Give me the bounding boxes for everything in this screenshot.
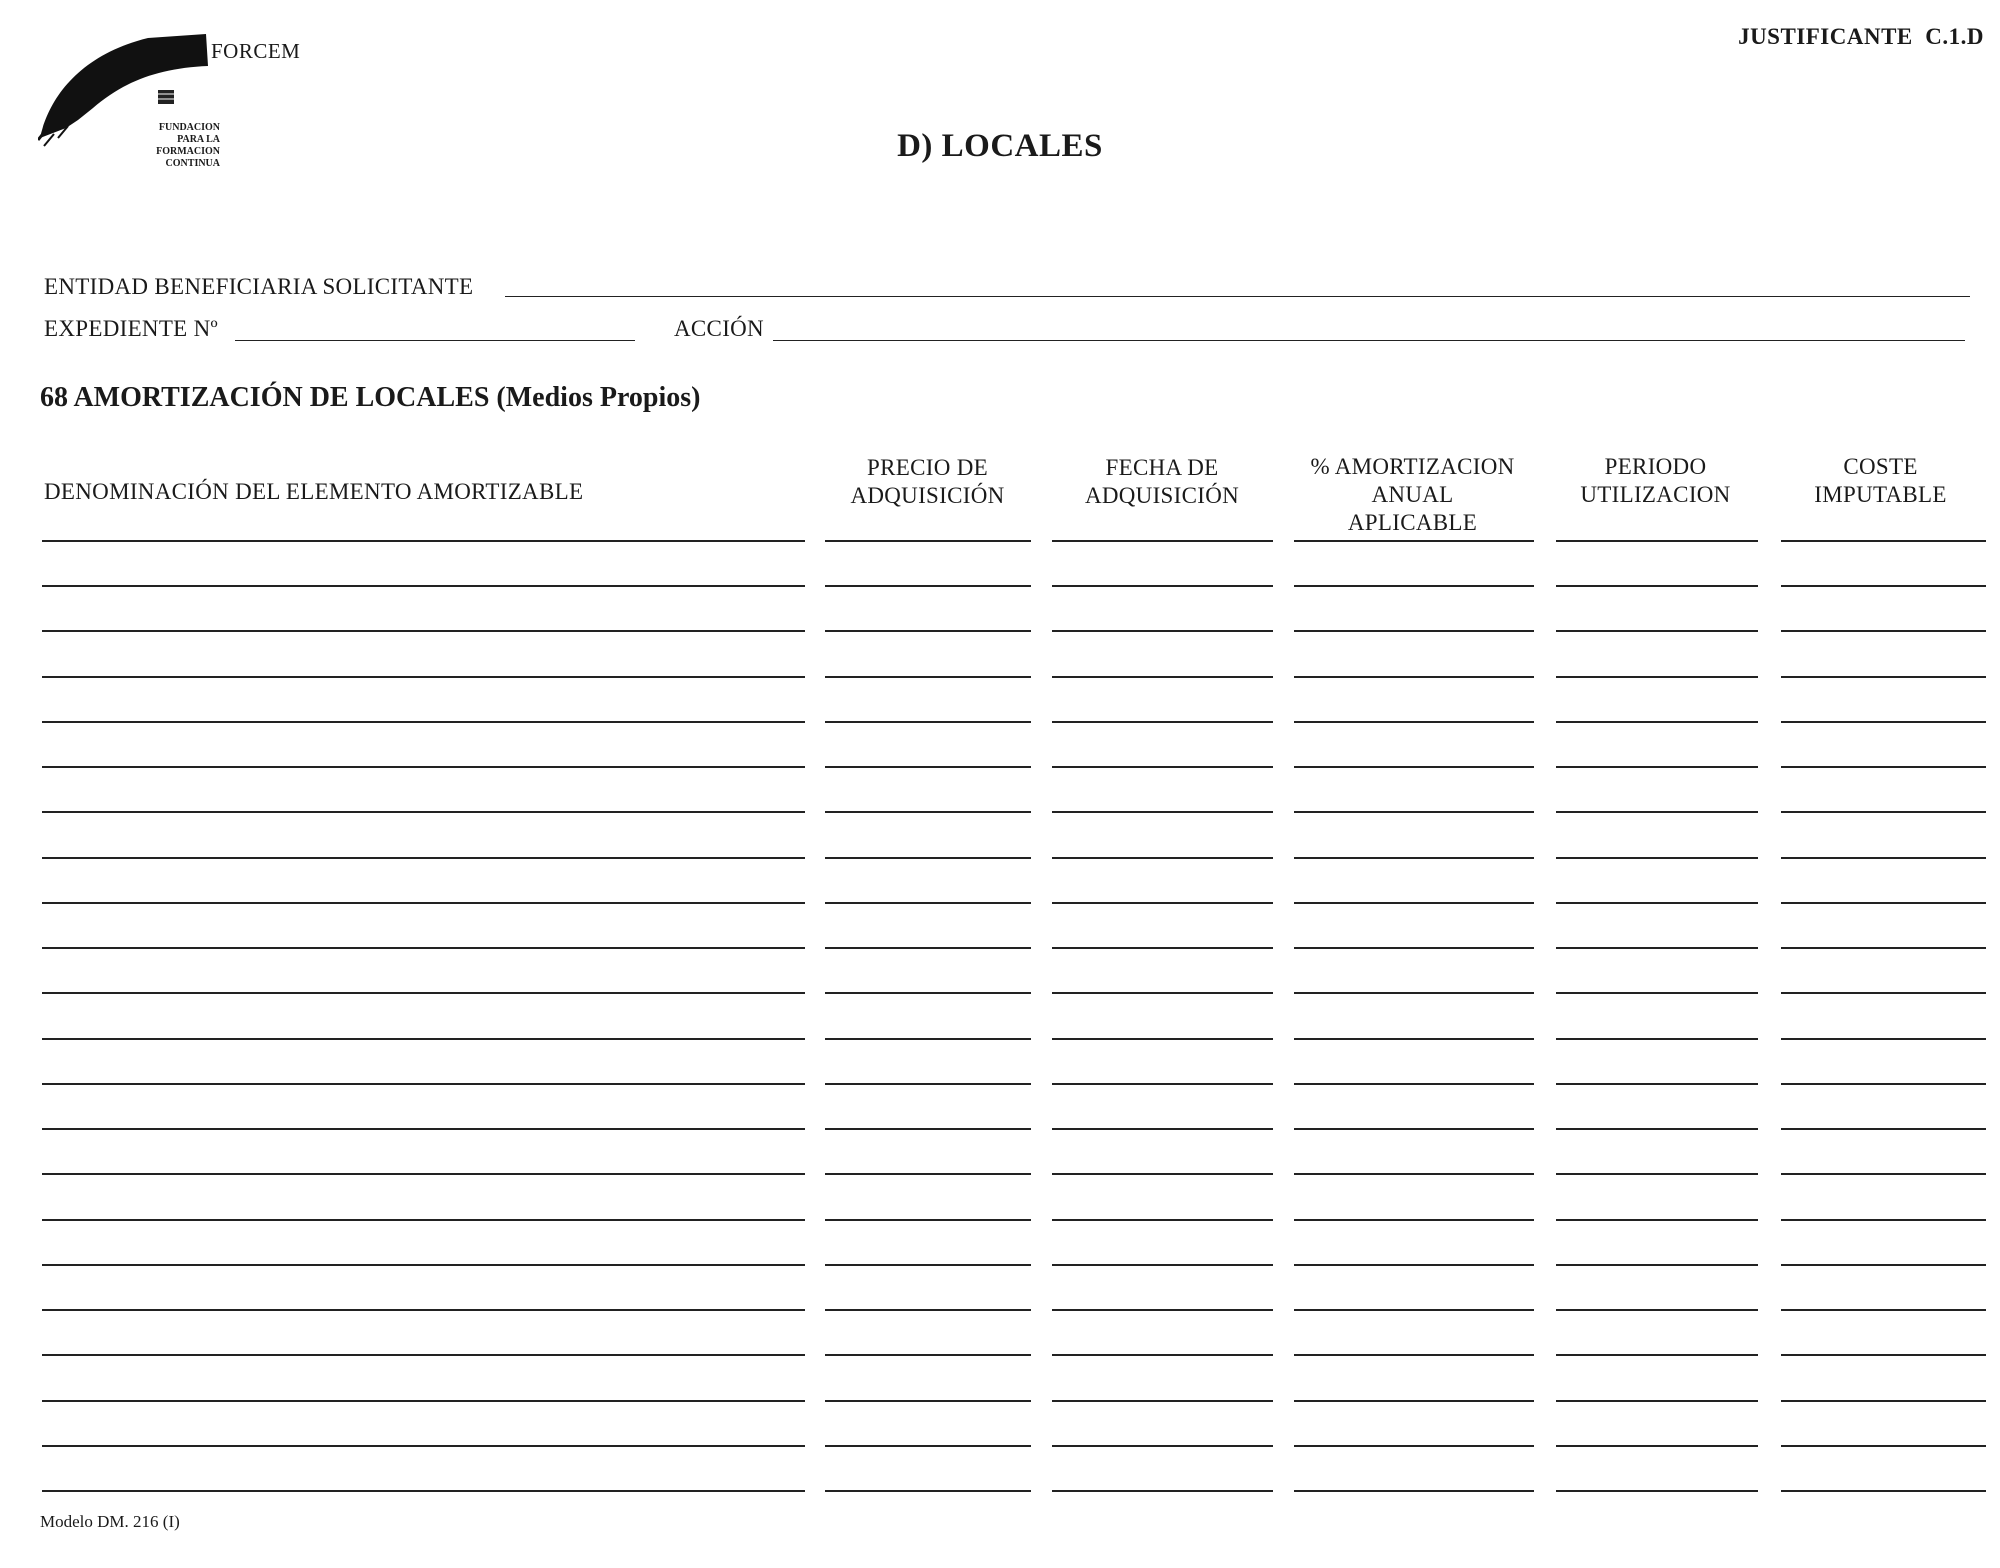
table-row-line[interactable] bbox=[825, 721, 1031, 723]
table-row-line[interactable] bbox=[825, 630, 1031, 632]
table-row-line[interactable] bbox=[1556, 1490, 1758, 1492]
table-row-line[interactable] bbox=[1052, 766, 1273, 768]
table-row-line[interactable] bbox=[1556, 1173, 1758, 1175]
table-row-line[interactable] bbox=[1052, 1490, 1273, 1492]
table-row-line[interactable] bbox=[1294, 1309, 1534, 1311]
table-row-line[interactable] bbox=[825, 1173, 1031, 1175]
table-row-line[interactable] bbox=[1556, 1128, 1758, 1130]
header-rule bbox=[825, 540, 1031, 542]
table-row-line[interactable] bbox=[42, 1309, 805, 1311]
table-row-line[interactable] bbox=[1294, 1083, 1534, 1085]
section-title: 68 AMORTIZACIÓN DE LOCALES (Medios Propios) bbox=[40, 382, 701, 413]
header-rule bbox=[1556, 540, 1758, 542]
table-row-line[interactable] bbox=[42, 1173, 805, 1175]
table-row-line[interactable] bbox=[825, 947, 1031, 949]
header-rule bbox=[42, 540, 805, 542]
table-row-line[interactable] bbox=[1052, 1173, 1273, 1175]
table-row-line[interactable] bbox=[1781, 630, 1986, 632]
table-row-line[interactable] bbox=[1294, 1173, 1534, 1175]
table-row-line[interactable] bbox=[1556, 857, 1758, 859]
table-row-line[interactable] bbox=[1556, 1219, 1758, 1221]
table-row-line[interactable] bbox=[1556, 811, 1758, 813]
table-row-line[interactable] bbox=[1781, 1490, 1986, 1492]
table-row-line[interactable] bbox=[1294, 992, 1534, 994]
table-row-line[interactable] bbox=[1781, 947, 1986, 949]
table-row-line[interactable] bbox=[825, 1128, 1031, 1130]
table-row-line[interactable] bbox=[1781, 1173, 1986, 1175]
table-row-line[interactable] bbox=[1052, 721, 1273, 723]
column-header-precio: PRECIO DE ADQUISICIÓN bbox=[850, 455, 1005, 508]
column-header-periodo: PERIODO UTILIZACION bbox=[1580, 454, 1731, 507]
table-row-line[interactable] bbox=[1294, 766, 1534, 768]
model-reference: Modelo DM. 216 (I) bbox=[40, 1512, 180, 1531]
table-row-line[interactable] bbox=[1052, 1038, 1273, 1040]
table-row-line[interactable] bbox=[42, 902, 805, 904]
table-row-line[interactable] bbox=[42, 676, 805, 678]
table-row-line[interactable] bbox=[1294, 721, 1534, 723]
table-row-line[interactable] bbox=[825, 1083, 1031, 1085]
table-row-line[interactable] bbox=[825, 1219, 1031, 1221]
table-row-line[interactable] bbox=[1052, 811, 1273, 813]
table-row-line[interactable] bbox=[1556, 585, 1758, 587]
table-row-line[interactable] bbox=[1294, 811, 1534, 813]
table-row-line[interactable] bbox=[1556, 1445, 1758, 1447]
expediente-label: EXPEDIENTE Nº bbox=[44, 316, 218, 341]
table-row-line[interactable] bbox=[42, 1219, 805, 1221]
table-row-line[interactable] bbox=[1781, 1354, 1986, 1356]
table-row-line[interactable] bbox=[825, 992, 1031, 994]
table-row-line[interactable] bbox=[1781, 1083, 1986, 1085]
table-row-line[interactable] bbox=[1294, 1400, 1534, 1402]
table-row-line[interactable] bbox=[42, 1083, 805, 1085]
table-row-line[interactable] bbox=[1052, 1354, 1273, 1356]
table-row-line[interactable] bbox=[1781, 902, 1986, 904]
table-row-line[interactable] bbox=[42, 947, 805, 949]
table-row-line[interactable] bbox=[1294, 1219, 1534, 1221]
table-row-line[interactable] bbox=[825, 857, 1031, 859]
table-row-line[interactable] bbox=[825, 1445, 1031, 1447]
table-row-line[interactable] bbox=[825, 676, 1031, 678]
header-rule bbox=[1052, 540, 1273, 542]
table-row-line[interactable] bbox=[1556, 1309, 1758, 1311]
table-row-line[interactable] bbox=[1294, 676, 1534, 678]
table-row-line[interactable] bbox=[1556, 721, 1758, 723]
table-row-line[interactable] bbox=[1052, 1400, 1273, 1402]
table-row-line[interactable] bbox=[42, 585, 805, 587]
table-row-line[interactable] bbox=[1556, 1083, 1758, 1085]
table-row-line[interactable] bbox=[1556, 902, 1758, 904]
header-rule bbox=[1781, 540, 1986, 542]
table-row-line[interactable] bbox=[825, 1309, 1031, 1311]
table-row-line[interactable] bbox=[1294, 902, 1534, 904]
table-row-line[interactable] bbox=[1052, 947, 1273, 949]
table-row-line[interactable] bbox=[42, 766, 805, 768]
table-row-line[interactable] bbox=[42, 857, 805, 859]
table-row-line[interactable] bbox=[42, 721, 805, 723]
table-row-line[interactable] bbox=[1781, 721, 1986, 723]
column-header-amortizacion: % AMORTIZACION ANUAL APLICABLE bbox=[1310, 454, 1515, 535]
table-row-line[interactable] bbox=[1556, 630, 1758, 632]
table-row-line[interactable] bbox=[825, 1490, 1031, 1492]
table-row-line[interactable] bbox=[42, 1038, 805, 1040]
table-row-line[interactable] bbox=[1052, 1083, 1273, 1085]
table-row-line[interactable] bbox=[42, 1354, 805, 1356]
page-title: D) LOCALES bbox=[897, 128, 1103, 164]
column-header-denominacion: DENOMINACIÓN DEL ELEMENTO AMORTIZABLE bbox=[44, 479, 584, 504]
table-row-line[interactable] bbox=[825, 1354, 1031, 1356]
table-row-line[interactable] bbox=[1052, 1264, 1273, 1266]
table-row-line[interactable] bbox=[42, 1400, 805, 1402]
table-row-line[interactable] bbox=[825, 766, 1031, 768]
table-row-line[interactable] bbox=[1052, 857, 1273, 859]
table-row-line[interactable] bbox=[1052, 902, 1273, 904]
table-row-line[interactable] bbox=[1052, 1445, 1273, 1447]
table-row-line[interactable] bbox=[1781, 1038, 1986, 1040]
table-row-line[interactable] bbox=[1294, 1038, 1534, 1040]
table-row-line[interactable] bbox=[1294, 947, 1534, 949]
table-row-line[interactable] bbox=[1781, 1445, 1986, 1447]
table-row-line[interactable] bbox=[1781, 766, 1986, 768]
entidad-label: ENTIDAD BENEFICIARIA SOLICITANTE bbox=[44, 274, 474, 299]
table-row-line[interactable] bbox=[825, 1400, 1031, 1402]
table-row-line[interactable] bbox=[42, 992, 805, 994]
header-rule bbox=[1294, 540, 1534, 542]
table-row-line[interactable] bbox=[1294, 857, 1534, 859]
table-row-line[interactable] bbox=[825, 811, 1031, 813]
table-row-line[interactable] bbox=[42, 1445, 805, 1447]
table-row-line[interactable] bbox=[1294, 1490, 1534, 1492]
table-row-line[interactable] bbox=[42, 1490, 805, 1492]
table-row-line[interactable] bbox=[42, 1128, 805, 1130]
table-row-line[interactable] bbox=[1294, 630, 1534, 632]
table-row-line[interactable] bbox=[1556, 1354, 1758, 1356]
table-row-line[interactable] bbox=[1556, 676, 1758, 678]
table-row-line[interactable] bbox=[1556, 766, 1758, 768]
table-row-line[interactable] bbox=[1556, 1400, 1758, 1402]
table-row-line[interactable] bbox=[1052, 585, 1273, 587]
table-row-line[interactable] bbox=[1781, 857, 1986, 859]
table-row-line[interactable] bbox=[42, 811, 805, 813]
table-row-line[interactable] bbox=[1052, 1219, 1273, 1221]
table-row-line[interactable] bbox=[1294, 1264, 1534, 1266]
table-row-line[interactable] bbox=[1556, 1038, 1758, 1040]
table-row-line[interactable] bbox=[825, 1038, 1031, 1040]
table-row-line[interactable] bbox=[1781, 1400, 1986, 1402]
table-row-line[interactable] bbox=[1781, 1219, 1986, 1221]
table-row-line[interactable] bbox=[1294, 1445, 1534, 1447]
accion-label: ACCIÓN bbox=[674, 316, 764, 341]
table-row-line[interactable] bbox=[1781, 992, 1986, 994]
table-row-line[interactable] bbox=[42, 1264, 805, 1266]
table-row-line[interactable] bbox=[1556, 947, 1758, 949]
table-row-line[interactable] bbox=[1052, 1128, 1273, 1130]
table-row-line[interactable] bbox=[42, 630, 805, 632]
table-row-line[interactable] bbox=[1556, 1264, 1758, 1266]
table-row-line[interactable] bbox=[1294, 1354, 1534, 1356]
table-row-line[interactable] bbox=[1781, 811, 1986, 813]
column-header-coste: COSTE IMPUTABLE bbox=[1814, 454, 1947, 507]
logo-tagline: FUNDACION PARA LA FORMACION CONTINUA bbox=[156, 122, 220, 169]
column-header-fecha: FECHA DE ADQUISICIÓN bbox=[1084, 455, 1240, 508]
table-row-line[interactable] bbox=[1052, 630, 1273, 632]
table-row-line[interactable] bbox=[1781, 585, 1986, 587]
table-row-line[interactable] bbox=[1052, 1309, 1273, 1311]
document-code: JUSTIFICANTE C.1.D bbox=[1738, 24, 1984, 49]
table-row-line[interactable] bbox=[1781, 1264, 1986, 1266]
table-row-line[interactable] bbox=[1781, 1128, 1986, 1130]
logo-brand-name: FORCEM bbox=[211, 39, 301, 63]
table-row-line[interactable] bbox=[1781, 676, 1986, 678]
table-row-line[interactable] bbox=[825, 902, 1031, 904]
table-row-line[interactable] bbox=[1294, 1128, 1534, 1130]
table-row-line[interactable] bbox=[1781, 1309, 1986, 1311]
table-row-line[interactable] bbox=[1052, 992, 1273, 994]
table-row-line[interactable] bbox=[825, 1264, 1031, 1266]
table-row-line[interactable] bbox=[1294, 585, 1534, 587]
table-row-line[interactable] bbox=[1556, 992, 1758, 994]
table-row-line[interactable] bbox=[825, 585, 1031, 587]
table-row-line[interactable] bbox=[1052, 676, 1273, 678]
